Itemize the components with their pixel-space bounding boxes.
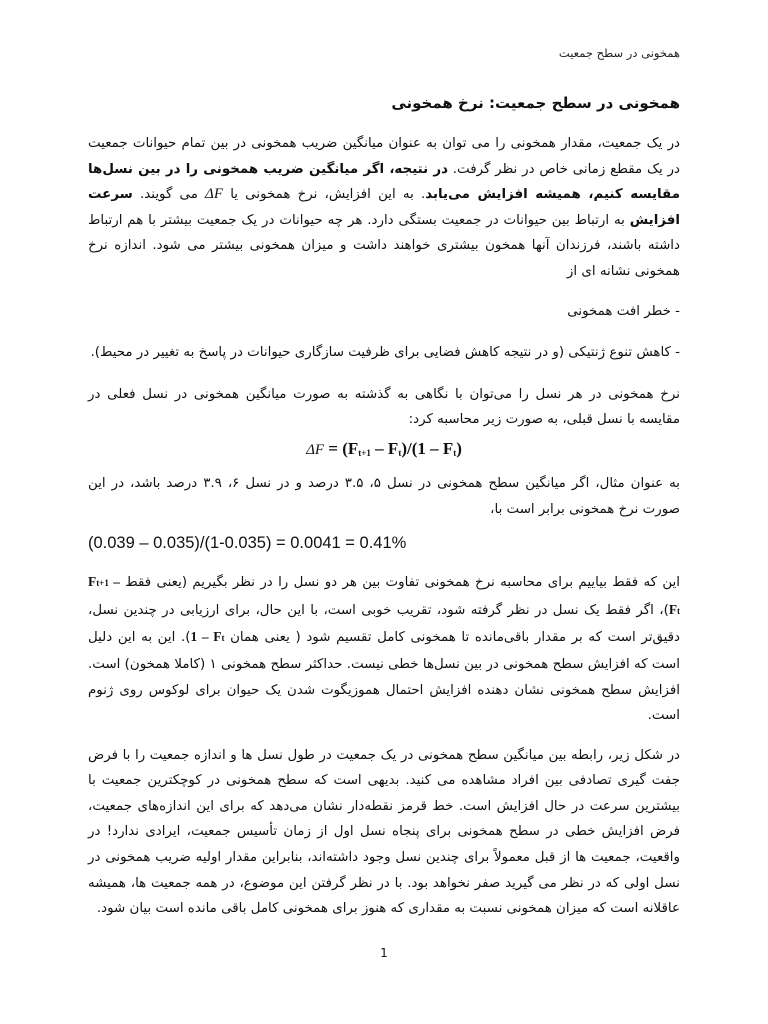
formula-mid: – F [370, 438, 399, 458]
section-heading: همخونی در سطح جمعیت: نرخ همخونی [391, 94, 680, 112]
running-header: همخونی در سطح جمعیت [558, 46, 680, 60]
expr1-sub-2: t [677, 605, 680, 616]
example-calculation: (0.039 – 0.035)/(1-0.035) = 0.0041 = 0.41% [88, 534, 407, 553]
page-number: 1 [380, 946, 388, 960]
formula-sub-2: t [398, 447, 402, 458]
expr1-minus: – F [108, 574, 677, 617]
explanation-paragraph [88, 569, 680, 729]
explanation-text-b: )، اگر فقط یک نسل در نظر گرفته شود، تقریب خوبی است، با این حال، برای ارزیابی در چندین نسل، دقیق‌تر است که بر مقدار باقی‌مانده تا همخونی کامل تقسیم شود ( یعنی همان [88, 602, 681, 646]
intro-bold-statement: در نتیجه، اگر میانگین ضریب همخونی را در بین نسل‌ها مقایسه کنیم، همیشه افزایش می‌یابد [88, 161, 680, 203]
intro-text-f: به ارتباط بین حیوانات در جمعیت بستگی دارد. هر چه حیوانات در یک جمعیت بیشتر با هم ارتباط داشته باشند، فرزندان آنها همخون بیشتری خواهند داشت و میزان همخونی بیشتر می شود. اندازه نرخ همخونی نشانه ای از [88, 212, 680, 279]
inbreeding-rate-formula [88, 439, 680, 459]
intro-text-d: می گویند. [132, 187, 206, 203]
formula-mid-2: )/(1 – F [401, 438, 454, 458]
formula-delta-f: ΔF [306, 441, 325, 458]
formula-sub-3: t [453, 447, 457, 458]
figure-description-paragraph: در شکل زیر، رابطه بین میانگین سطح همخونی در یک جمعیت در طول نسل ها و اندازه جمعیت را با فرض جفت گیری تصادفی بین افراد مشاهده می کنید. بدیهی است که سطح همخونی در کوچکترین جمعیت با بیشترین سرعت در حال افزایش است. خط قرمز نقطه‌دار نشان می‌دهد که برای این اندازه‌های جمعیت، فرض افزایش خطی در سطح همخونی برای پنجاه نسل اول از زمان تأسیس جمعیت، ایرادی ندارد! در واقعیت، جمعیت ها از قبل معمولاً برای چندین نسل وجود داشته‌اند، بنابراین مقدار اولیه ضریب همخونی در نسل اولی که در نظر می گیرید صفر نخواهد بود. با در نظر گرفتن این موضوع، در همه جمعیت ها، همیشه عاقلانه است که میزان همخونی نسبت به مقداری که هنوز برای همخونی کامل باقی مانده است بیان شود. [88, 747, 680, 917]
intro-text-c: . به این افزایش، نرخ همخونی یا [223, 187, 426, 203]
formula-eq: = (F [324, 438, 359, 458]
intro-bold-rate: سرعت افزایش [88, 187, 680, 228]
intro-paragraph [88, 131, 680, 285]
expr2-sub: t [221, 633, 225, 644]
formula-end: ) [456, 438, 462, 458]
explanation-text-c: ). این به این دلیل است که افزایش سطح همخونی در بین نسل‌ها خطی نیست. حداکثر سطح همخونی ۱ (کاملا همخون) است. افزایش سطح همخونی نشان دهنده افزایش احتمال هموزیگوت شدن یک حیوان برای لوکوس روی ژنوم است. [88, 630, 680, 724]
explanation-text-a: این که فقط بیاییم برای محاسبه نرخ همخونی تفاوت بین هر دو نسل را در نظر بگیریم (یعنی فقط [119, 575, 680, 591]
expr1-f: F [88, 574, 97, 590]
expr2-text: 1 – F [190, 629, 222, 645]
example-paragraph: به عنوان مثال، اگر میانگین سطح همخونی در نسل ۵، ۳.۵ درصد و در نسل ۶، ۳.۹ درصد باشد، در این صورت نرخ همخونی برابر است با، [88, 475, 680, 517]
page-content [88, 94, 680, 936]
formula-sub-1: t+1 [358, 447, 371, 458]
expr1-sub: t+1 [96, 578, 109, 589]
bullet-item-genetic-diversity: - کاهش تنوع ژنتیکی (و در نتیجه کاهش فضایی برای ظرفیت سازگاری حیوانات در پاسخ به تغییر در محیط). [90, 345, 680, 361]
delta-f-symbol: ΔF [205, 186, 224, 203]
intro-text-a: در یک جمعیت، مقدار همخونی را می توان به عنوان میانگین ضریب همخونی در بین تمام حیوانات جمعیت در یک مقطع زمانی خاص در نظر گرفت. [88, 136, 680, 177]
calculation-intro-paragraph: نرخ همخونی در هر نسل را می‌توان با نگاهی به گذشته به صورت میانگین همخونی در نسل فعلی در مقایسه با نسل قبلی، به صورت زیر محاسبه کرد: [88, 386, 680, 428]
remaining-expression [190, 629, 224, 644]
bullet-item-inbreeding-depression: - خطر افت همخونی [567, 303, 680, 319]
